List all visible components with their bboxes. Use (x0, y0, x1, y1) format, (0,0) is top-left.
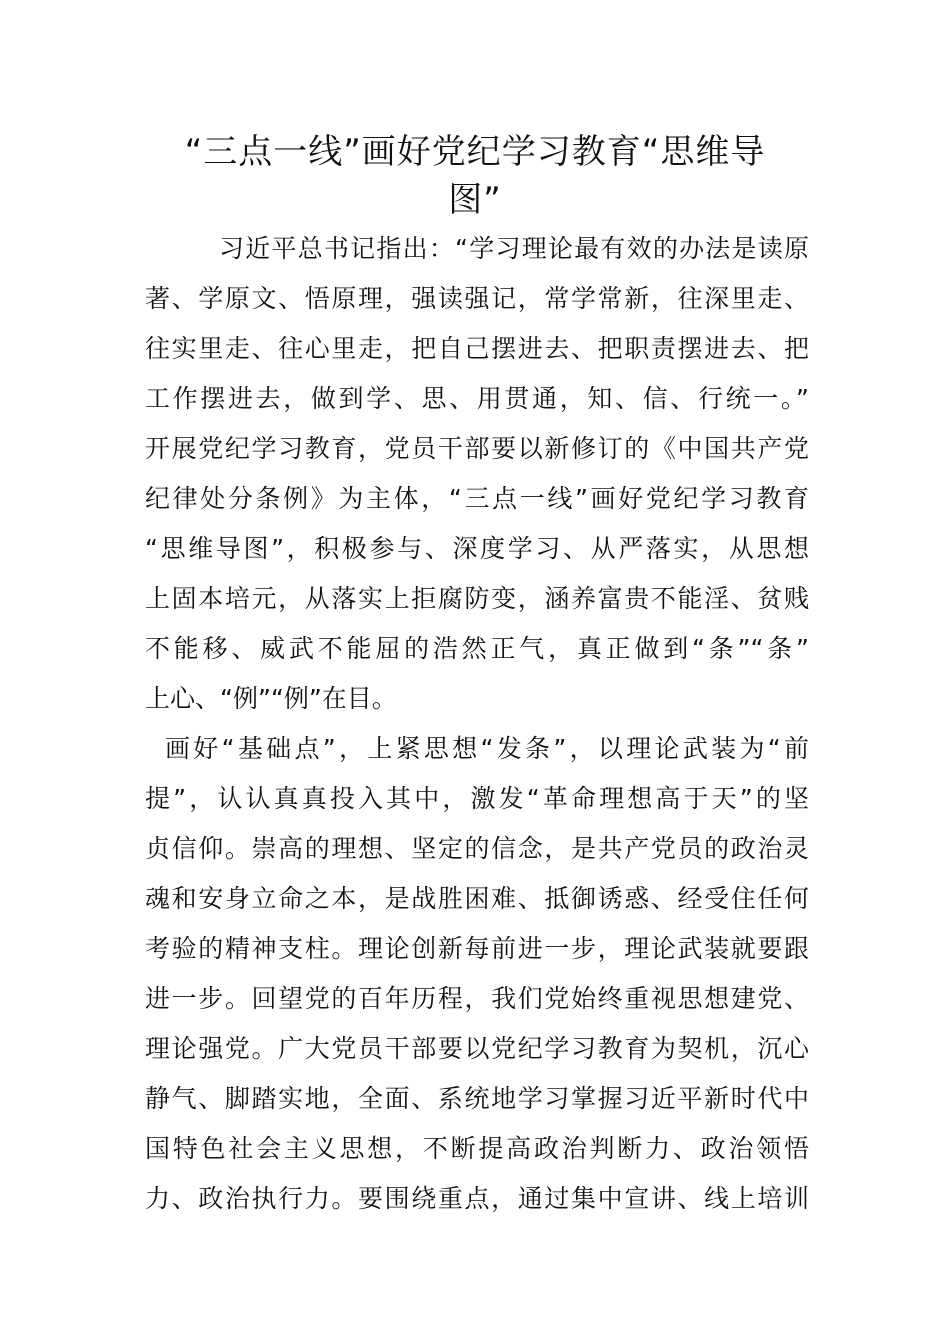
text-line: 画好“基础点”，上紧思想“发条”，以理论武装为“前 (165, 734, 809, 763)
text-line: 纪律处分条例》为主体，“三点一线”画好党纪学习教育 (145, 484, 809, 513)
document-title (145, 128, 805, 224)
text-line: 理论强党。广大党员干部要以党纪学习教育为契机，沉心 (145, 1034, 809, 1063)
text-line: 不能移、威武不能屈的浩然正气，真正做到“条”“条” (145, 634, 809, 663)
text-line: 力、政治执行力。要围绕重点，通过集中宣讲、线上培训 (145, 1184, 809, 1213)
text-line: 往实里走、往心里走，把自己摆进去、把职责摆进去、把 (145, 334, 809, 363)
paragraph-1 (145, 224, 809, 724)
text-line: 上固本培元，从落实上拒腐防变，涵养富贵不能淫、贫贱 (145, 584, 809, 613)
text-line: “思维导图”，积极参与、深度学习、从严落实，从思想 (145, 534, 809, 563)
paragraph-2 (145, 724, 809, 1224)
title-line-1: “三点一线”画好党纪学习教育“思维导 (184, 132, 766, 172)
text-line: 国特色社会主义思想，不断提高政治判断力、政治领悟 (145, 1134, 809, 1163)
text-line: 著、学原文、悟原理，强读强记，常学常新，往深里走、 (145, 284, 809, 313)
text-line: 魂和安身立命之本，是战胜困难、抵御诱惑、经受住任何 (145, 884, 809, 913)
text-line: 提”，认认真真投入其中，激发“革命理想高于天”的坚 (145, 784, 809, 813)
text-line: 贞信仰。崇高的理想、坚定的信念，是共产党员的政治灵 (145, 834, 809, 863)
text-line: 习近平总书记指出：“学习理论最有效的办法是读原 (219, 234, 809, 263)
text-line: 进一步。回望党的百年历程，我们党始终重视思想建党、 (145, 984, 809, 1013)
text-line: 考验的精神支柱。理论创新每前进一步，理论武装就要跟 (145, 934, 809, 963)
document-body (145, 224, 809, 1224)
title-line-2: 图” (448, 180, 502, 220)
text-line: 开展党纪学习教育，党员干部要以新修订的《中国共产党 (145, 434, 809, 463)
text-line: 工作摆进去，做到学、思、用贯通，知、信、行统一。” (145, 384, 809, 413)
text-line: 静气、脚踏实地，全面、系统地学习掌握习近平新时代中 (145, 1084, 809, 1113)
text-line: 上心、“例”“例”在目。 (145, 684, 397, 713)
